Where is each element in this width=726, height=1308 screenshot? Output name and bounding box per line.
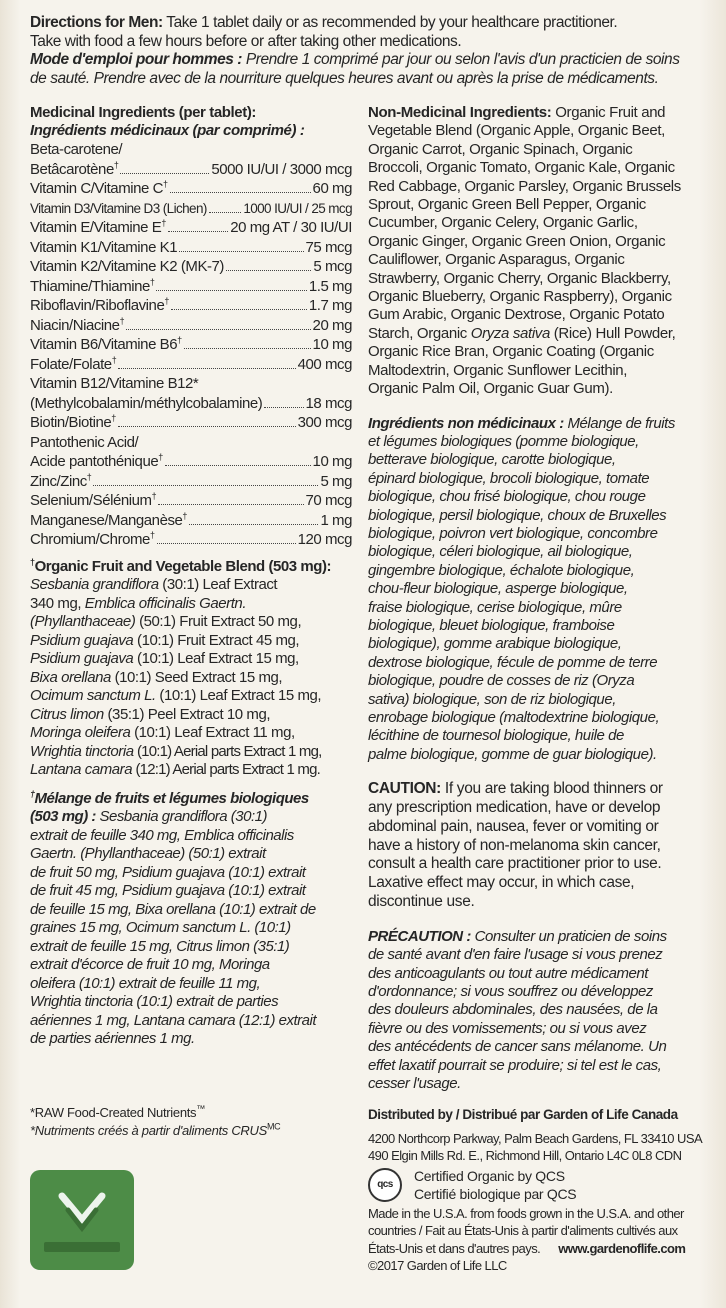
directions-fr-label: Mode d'emploi pour hommes : <box>30 51 242 68</box>
ingredient-amount: 60 mg <box>312 180 352 197</box>
medicinal-ingredients-list <box>30 140 352 550</box>
dagger-mark: † <box>149 276 155 287</box>
directions-en-line2: Take with food a few hours before or after taking other medications. <box>30 32 462 50</box>
medicinal-header-en: Medicinal Ingredients (per tablet): <box>30 104 257 121</box>
directions-en-text1: Take 1 tablet daily or as recommended by your healthcare practitioner. <box>162 14 618 31</box>
blend-en-line: Wrightia tinctoria (10:1) Aerial parts Extract 1 mg, <box>30 742 322 760</box>
ingredient-amount: 18 mcg <box>305 394 352 412</box>
dagger-mark: † <box>151 491 157 501</box>
ingredient-amount: 5 mg <box>320 472 352 490</box>
ingredient-row <box>30 218 352 238</box>
raw-fr: *Nutriments créés à partir d'aliments $CRUS^{MC}$ <box>30 1121 281 1138</box>
mc-mark: MC <box>266 1121 281 1132</box>
dagger-mark: † <box>30 556 35 567</box>
raw-en: *RAW Food-Created Nutrients™ <box>30 1103 205 1120</box>
caution-en: CAUTION: If you are taking blood thinners or any prescription medication, have or develop abdominal pain, nausea, fever or vomiting or have a history of non-melanoma skin cancer, consult a health care practitioner prior to use. Laxative effect may occur, in which case, discontinue use. <box>368 780 663 910</box>
ingredient-name: Vitamin C/Vitamine C <box>30 180 164 197</box>
ingredient-row <box>30 296 352 316</box>
ingredient-row <box>30 257 352 277</box>
qcs-logo-icon: qcs <box>368 1168 402 1202</box>
website-link[interactable]: www.gardenoflife.com <box>558 1240 686 1256</box>
ingredient-row <box>30 530 352 550</box>
distributed-by: Distributed by / Distribué par Garden of Life Canada <box>368 1107 678 1122</box>
caution-label-en: CAUTION: <box>368 780 441 798</box>
ingredient-name: Chromium/Chrome <box>30 531 150 548</box>
dagger-mark: † <box>111 413 116 423</box>
non-medicinal-label-fr: Ingrédients non médicinaux : <box>368 414 564 432</box>
ingredient-amount: 400 mcg <box>297 355 352 373</box>
ingredient-row <box>30 491 352 511</box>
made-in-line2: countries / Fait au États-Unis à partir d'aliments cultivés aux <box>368 1223 678 1238</box>
ingredient-name: Manganese/Manganèse <box>30 511 183 529</box>
made-in-line3: États-Unis et dans d'autres pays. www.gardenoflife.com <box>368 1240 686 1256</box>
blend-en-line: Psidium guajava (10:1) Fruit Extract 45 mg, <box>30 631 300 649</box>
certified-organic-fr: Certifié biologique par QCS <box>414 1185 577 1202</box>
directions-fr-text1: Prendre 1 comprimé par jour ou selon l'avis d'un practicien de soins <box>242 51 680 68</box>
blend-fr-line: de parties aériennes 1 mg. <box>30 1030 195 1047</box>
ingredient-row <box>30 355 352 375</box>
ingredient-row <box>30 511 352 531</box>
ingredient-row <box>30 413 352 433</box>
ingredient-amount: 75 mcg <box>305 238 352 256</box>
ingredient-name: Vitamin B6/Vitamine B6 <box>30 336 178 353</box>
ingredient-name: Vitamin D3/Vitamine D3 (Lichen) <box>30 200 207 216</box>
ingredient-amount: 120 mcg <box>297 531 352 548</box>
ingredient-row <box>30 277 352 297</box>
ingredient-row <box>30 160 352 180</box>
directions-section <box>30 14 710 88</box>
ingredient-pre-line: Beta-carotene/ <box>30 141 123 158</box>
ingredient-name: Vitamin E/Vitamine E <box>30 219 162 236</box>
ingredient-amount: 20 mg <box>312 316 352 334</box>
blend-en-line: (Phyllanthaceae) (50:1) Fruit Extract 50 mg, <box>30 613 302 630</box>
non-medicinal-en: Non-Medicinal Ingredients: Organic Fruit and Vegetable Blend (Organic Apple, Organic Beet, Organic Carrot, Organic Spinach, Organic Broccoli, Organic Tomato, Organic Kale, Organic Red Cabbage, Organic Parsley, Organic Brussels Sprout, Organic Green Bell Pepper, Organic Cucumber, Organic Celery, Organic Garlic, Organic Ginger, Organic Green Onion, Organic Cauliflower, Organic Asparagus, Organic Strawberry, Organic Cherry, Organic Blackberry, Organic Blueberry, Organic Raspberry), Organic Gum Arabic, Organic Dextrose, Organic Potato Starch, Organic Oryza sativa (Rice) Hull Powder, Organic Rice Bran, Organic Coating (Organic Maltodextrin, Organic Sunflower Lecithin, Organic Palm Oil, Organic Guar Gum). <box>368 104 681 398</box>
blend-fr-line: extrait d'écorce de fruit 10 mg, Moringa <box>30 956 270 973</box>
dagger-mark: † <box>163 179 168 189</box>
directions-fr-line2 <box>30 70 710 89</box>
blend-fr-line: (503 mg) : Sesbania grandiflora (30:1) <box>30 808 267 825</box>
right-column <box>368 104 706 1109</box>
raw-certification-badge-icon <box>30 1170 134 1270</box>
blend-en-line: Citrus limon (35:1) Peel Extract 10 mg, <box>30 705 271 723</box>
ingredient-row <box>30 199 352 219</box>
copyright: ©2017 Garden of Life LLC <box>368 1258 507 1273</box>
non-medicinal-fr: Ingrédients non médicinaux : Mélange de fruits et légumes biologiques (pomme biologique, betterave biologique, carotte biologique, épinard biologique, brocoli biologique, tomate biologique, chou frisé biologique, chou rouge biologique, persil biologique, choux de Bruxelles biologique, poivron vert biologique, concombre biologique, céleri biologique, ail biologique, gingembre biologique, échalote biologique, chou-fleur biologique, asperge biologique, fraise biologique, cerise biologique, mûre biologique, bleuet biologique, framboise biologique), gomme arabique biologique, dextrose biologique, fécule de pomme de terre biologique, poudre de cosses de riz (Oryza sativa) biologique, son de riz biologique, enrobage biologique (maltodextrine biologique, lécithine de tournesol biologique, huile de palme biologique, gomme de guar biologique). <box>368 414 675 763</box>
ingredient-name: Zinc/Zinc <box>30 472 87 490</box>
badge-check-icon <box>30 1170 134 1270</box>
directions-fr-text2: de sauté. Prendre avec de la nourriture quelques heures avant ou après la prise de médicaments. <box>30 69 659 87</box>
ingredient-amount: 300 mcg <box>297 414 352 431</box>
blend-fr-line: aériennes 1 mg, Lantana camara (12:1) extrait <box>30 1011 317 1029</box>
ingredient-name: Vitamin K1/Vitamine K1 <box>30 238 178 256</box>
blend-en-line: Lantana camara (12:1) Aerial parts Extract 1 mg. <box>30 761 320 778</box>
ingredient-amount: 1.7 mg <box>308 297 352 314</box>
ingredient-name: Riboflavin/Riboflavine <box>30 297 165 314</box>
ingredient-row <box>30 472 352 492</box>
blend-en-title-line <box>30 558 352 577</box>
trademark-mark: ™ <box>196 1103 205 1114</box>
blend-fr-section <box>30 790 352 1049</box>
blend-en-line: Psidium guajava (10:1) Leaf Extract 15 mg, <box>30 650 299 667</box>
ingredient-amount: 5 mcg <box>313 258 352 275</box>
ingredient-amount: 1 mg <box>320 511 352 529</box>
ingredient-row <box>30 394 352 414</box>
dagger-mark: † <box>164 296 169 306</box>
blend-en-line: Bixa orellana (10:1) Seed Extract 15 mg, <box>30 668 283 686</box>
ingredient-name: Vitamin K2/Vitamine K2 (MK-7) <box>30 258 224 275</box>
ingredient-row <box>30 335 352 355</box>
caution-label-fr: PRÉCAUTION : <box>368 927 471 945</box>
medicinal-header-fr: Ingrédients médicinaux (par comprimé) : <box>30 122 305 139</box>
left-column <box>30 104 352 1049</box>
blend-en-line: Moringa oleifera (10:1) Leaf Extract 11 mg, <box>30 724 295 741</box>
dagger-mark: † <box>111 354 117 365</box>
non-medicinal-label-en: Non-Medicinal Ingredients: <box>368 104 552 121</box>
ingredient-amount: 5000 IU/UI / 3000 mcg <box>211 160 352 178</box>
ingredient-pre-line: Pantothenic Acid/ <box>30 433 139 451</box>
ingredient-amount: 1000 IU/UI / 25 mcg <box>243 200 352 216</box>
blend-fr-line: Wrightia tinctoria (10:1) extrait de parties <box>30 993 279 1010</box>
ingredient-name: (Methylcobalamin/méthylcobalamine) <box>30 394 263 412</box>
dagger-mark: † <box>158 452 163 462</box>
dagger-mark: † <box>177 335 182 345</box>
blend-en-line: 340 mg, Emblica officinalis Gaertn. <box>30 594 247 612</box>
blend-fr-title2: (503 mg) : <box>30 808 96 825</box>
raw-footnote <box>30 1104 350 1140</box>
ingredient-name: Biotin/Biotine <box>30 414 112 431</box>
ingredient-row <box>30 316 352 336</box>
caution-fr: PRÉCAUTION : Consulter un praticien de soins de santé avant d'en faire l'usage si vous prenez des anticoagulants ou tout autre médicament d'ordonnance; si vous souffrez ou développez des douleurs abdominales, des nausées, de la fièvre ou des vomissements; ou si vous avez des antécédents de cancer sans mélanome. Un effet laxatif pourrait se produire; si tel est le cas, cesser l'usage. <box>368 927 667 1093</box>
ingredient-amount: 10 mg <box>312 453 352 470</box>
blend-fr-line: Gaertn. (Phyllanthaceae) (50:1) extrait <box>30 845 266 862</box>
ingredient-amount: 70 mcg <box>305 492 352 509</box>
blend-fr-line: de fruit 45 mg, Psidium guajava (10:1) extrait <box>30 882 306 899</box>
ingredient-row <box>30 238 352 258</box>
ingredient-row <box>30 179 352 199</box>
ingredient-row <box>30 452 352 472</box>
blend-fr-line: extrait de feuille 340 mg, Emblica officinalis <box>30 826 294 844</box>
ingredient-amount: 1.5 mg <box>308 277 352 295</box>
blend-fr-title: Mélange de fruits et légumes biologiques <box>34 789 309 807</box>
dagger-mark: † <box>161 218 166 228</box>
ingredient-name: Thiamine/Thiamine <box>30 277 150 295</box>
dagger-mark: † <box>149 530 155 540</box>
dagger-mark: † <box>86 471 92 482</box>
ingredient-name: Betâcarotène <box>30 160 114 178</box>
blend-fr-line: oleifera (10:1) extrait de feuille 11 mg, <box>30 974 261 992</box>
qcs-certification <box>368 1167 708 1203</box>
dagger-mark: † <box>182 510 187 521</box>
ingredient-name: Selenium/Sélénium <box>30 492 152 509</box>
blend-en-line: Ocimum sanctum L. (10:1) Leaf Extract 15 mg, <box>30 687 322 704</box>
ingredient-name: Acide pantothénique <box>30 453 159 470</box>
ingredient-name: Folate/Folate <box>30 355 112 373</box>
address-usa: 4200 Northcorp Parkway, Palm Beach Gardens, FL 33410 USA <box>368 1130 703 1146</box>
dagger-mark: † <box>119 315 125 326</box>
ingredient-amount: 20 mg AT / 30 IU/UI <box>230 219 352 236</box>
ingredient-amount: 10 mg <box>312 336 352 353</box>
directions-en-label: Directions for Men: <box>30 14 163 31</box>
dagger-mark: † <box>30 788 35 799</box>
blend-fr-line: de fruit 50 mg, Psidium guajava (10:1) extrait <box>30 863 306 881</box>
directions-en-line1 <box>30 14 710 33</box>
made-in-line1: Made in the U.S.A. from foods grown in the U.S.A. and other <box>368 1205 684 1221</box>
ingredient-name: Niacin/Niacine <box>30 316 120 334</box>
distribution-footer <box>368 1106 708 1275</box>
blend-en-section <box>30 558 352 780</box>
blend-fr-line: extrait de feuille 15 mg, Citrus limon (35:1) <box>30 937 290 955</box>
blend-en-title: Organic Fruit and Vegetable Blend (503 mg): <box>34 557 332 575</box>
blend-fr-line: de feuille 15 mg, Bixa orellana (10:1) extrait de <box>30 900 316 918</box>
dagger-mark: † <box>113 159 119 170</box>
address-canada: 490 Elgin Mills Rd. E., Richmond Hill, Ontario L4C 0L8 CDN <box>368 1148 682 1163</box>
ingredient-pre-line: Vitamin B12/Vitamine B12* <box>30 375 199 392</box>
blend-en-line: Sesbania grandiflora (30:1) Leaf Extract <box>30 576 278 593</box>
blend-fr-line: graines 15 mg, Ocimum sanctum L. (10:1) <box>30 919 291 936</box>
blend-fr-title-line <box>30 790 352 809</box>
certified-organic-en: Certified Organic by QCS <box>414 1167 565 1184</box>
directions-fr-line1 <box>30 51 710 70</box>
